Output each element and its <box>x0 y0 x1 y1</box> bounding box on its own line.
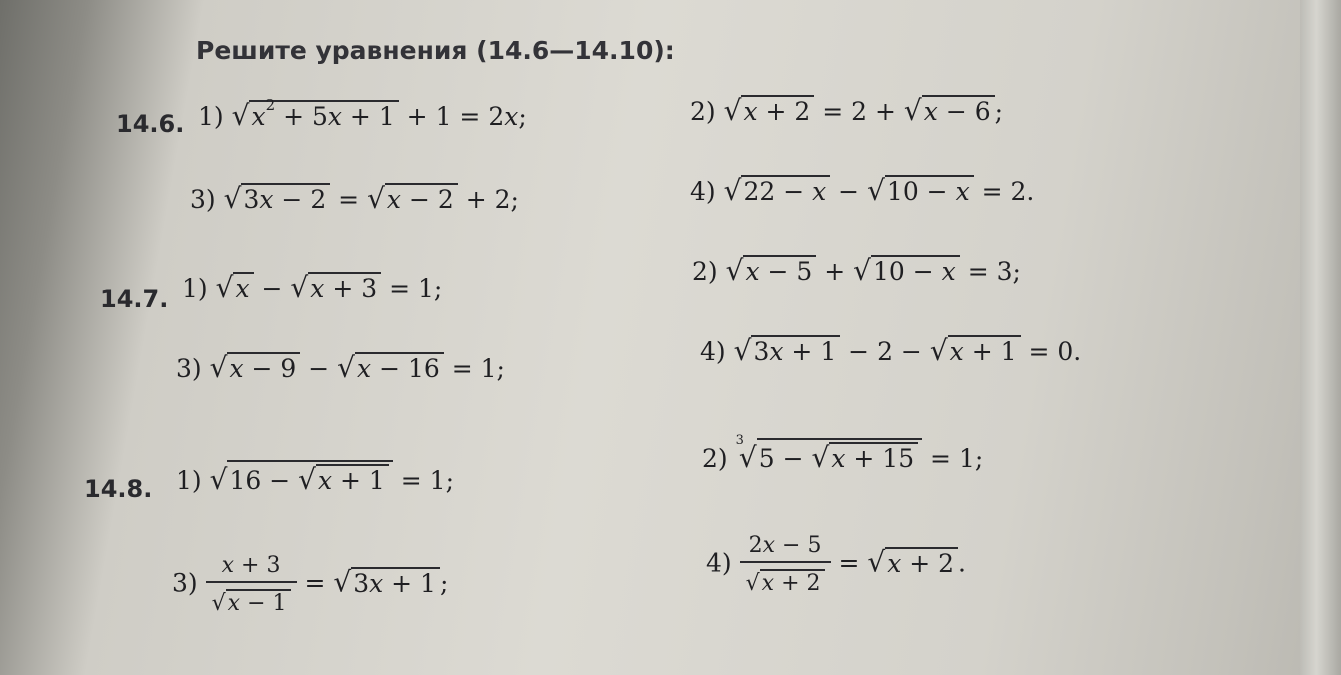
item-label: 1) <box>182 274 208 303</box>
item-label: 3) <box>176 354 202 383</box>
problem-number-14-7: 14.7. <box>100 285 169 313</box>
equation-14-7-3: 3) √x − 9 − √x − 16 = 1; <box>176 351 505 384</box>
problem-number-14-6: 14.6. <box>116 110 185 138</box>
item-label: 2) <box>690 97 716 126</box>
item-label: 1) <box>198 102 224 131</box>
exercise-title: Решите уравнения (14.6—14.10): <box>196 36 675 65</box>
equation-14-8-4: 4) $\frac{2x - 5}{√x + 2}$ = √x + 2 . <box>706 533 966 596</box>
item-label: 4) <box>706 548 732 578</box>
item-label: 4) <box>690 177 716 206</box>
item-label: 3) <box>190 185 216 214</box>
item-label: 1) <box>176 466 202 495</box>
equation-14-6-2: 2) √x + 2 = 2 + √x − 6 ; <box>690 94 1004 127</box>
equation-14-8-3: 3) $\frac{x + 3}{√x - 1}$ = √3x + 1 ; <box>172 553 449 616</box>
item-label: 3) <box>172 568 198 598</box>
equation-14-7-2: 2) √x − 5 + √10 − x = 3; <box>692 254 1021 287</box>
page-binding-edge <box>1300 0 1341 675</box>
equation-14-7-1: 1) √x − √x + 3 = 1; <box>182 271 443 304</box>
item-label: 4) <box>700 337 726 366</box>
item-label: 2) <box>692 257 718 286</box>
equation-14-6-4: 4) √22 − x − √10 − x = 2. <box>690 174 1035 207</box>
item-label: 2) <box>702 444 728 473</box>
equation-14-6-3: 3) √3x − 2 = √x − 2 + 2; <box>190 182 519 215</box>
equation-14-7-4: 4) √3x + 1 − 2 − √x + 1 = 0. <box>700 334 1082 367</box>
equation-14-6-1: 1) $√x^2 + 5x + 1 + 1 = 2x$; <box>198 96 527 132</box>
problem-number-14-8: 14.8. <box>84 475 153 503</box>
equation-14-8-2: 2) $^3$√5 − √x + 15 = 1; <box>702 433 984 474</box>
equation-14-8-1: 1) √16 − √x + 1 = 1; <box>176 460 454 494</box>
